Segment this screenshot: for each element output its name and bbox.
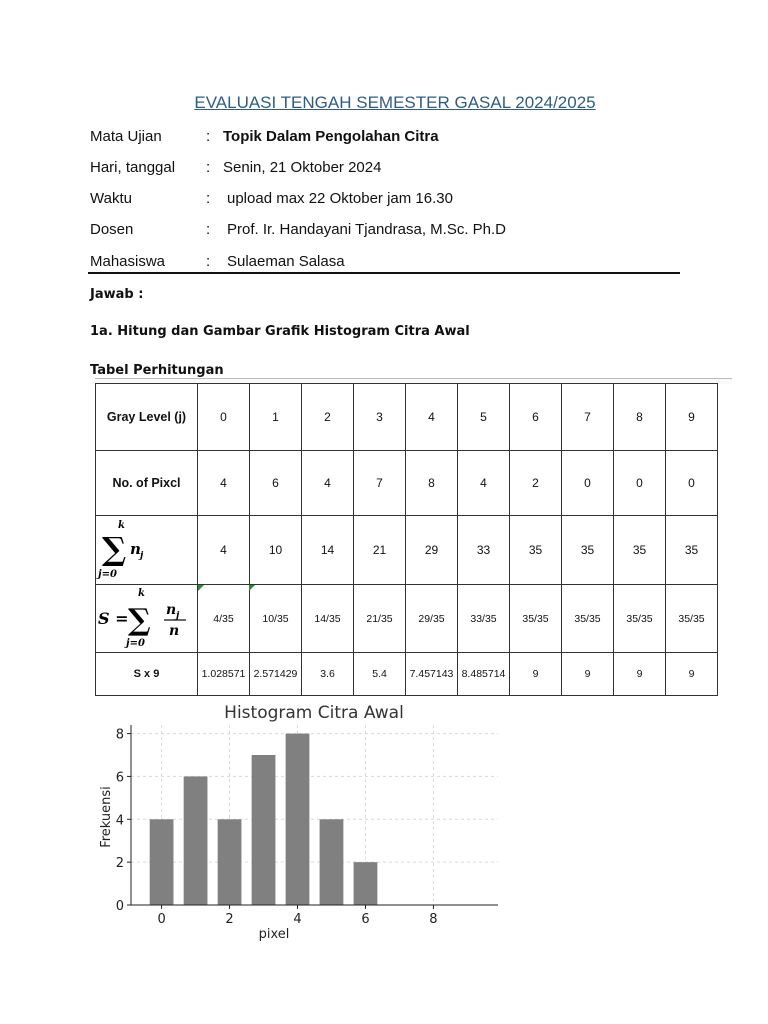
table-cell: 7.457143 xyxy=(406,653,458,696)
table-cell: 5.4 xyxy=(354,653,406,696)
table-cell: 14/35 xyxy=(302,585,354,653)
table-row-s-ratio xyxy=(96,585,718,653)
header-divider xyxy=(88,272,680,274)
formula-s-equals: S = xyxy=(98,609,129,628)
table-title: Tabel Perhitungan xyxy=(90,363,224,378)
table-cell: 5 xyxy=(458,384,510,451)
table-cell: 33/35 xyxy=(458,585,510,653)
formula-sigma: ∑ xyxy=(102,530,127,568)
histogram-bar xyxy=(218,819,242,905)
table-cell: 6 xyxy=(510,384,562,451)
table-cell: 2 xyxy=(510,451,562,516)
spreadsheet-comment-marker xyxy=(198,585,204,591)
table-cell: 3 xyxy=(354,384,406,451)
table-cell: 4 xyxy=(198,516,250,585)
table-cell: 10/35 xyxy=(250,585,302,653)
info-label: Hari, tanggal xyxy=(90,159,176,176)
info-separator: : xyxy=(206,128,211,145)
table-cell: 35/35 xyxy=(666,585,718,653)
table-cell: 8.485714 xyxy=(458,653,510,696)
table-row-pixel-count xyxy=(96,451,718,516)
formula-denominator: n xyxy=(169,623,180,639)
formula-sigma: ∑ xyxy=(128,603,151,638)
table-cell: 21/35 xyxy=(354,585,406,653)
table-cell: 4/35 xyxy=(198,585,250,653)
table-cell: 6 xyxy=(250,451,302,516)
histogram-bar xyxy=(184,776,208,905)
y-tick-label: 6 xyxy=(115,770,124,786)
info-label: Mahasiswa xyxy=(90,253,166,270)
chart-title: Histogram Citra Awal xyxy=(224,703,404,723)
table-cell: 35/35 xyxy=(562,585,614,653)
table-cell: 4 xyxy=(406,384,458,451)
info-value: Prof. Ir. Handayani Tjandrasa, M.Sc. Ph.D xyxy=(227,221,507,238)
table-cell: 2.571429 xyxy=(250,653,302,696)
table-cell: 8 xyxy=(614,384,666,451)
question-heading: 1a. Hitung dan Gambar Grafik Histogram Citra Awal xyxy=(90,324,470,339)
info-label: Waktu xyxy=(90,190,132,207)
info-label: Mata Ujian xyxy=(90,128,162,145)
table-cell: 29 xyxy=(406,516,458,585)
table-cell: 9 xyxy=(666,653,718,696)
table-cell: 1.028571 xyxy=(198,653,250,696)
table-cell: 8 xyxy=(406,451,458,516)
formula-n: n xyxy=(130,540,141,558)
formula-n-subscript: j xyxy=(140,551,144,561)
table-cell: 35/35 xyxy=(510,585,562,653)
x-tick-label: 0 xyxy=(157,912,166,927)
x-tick-label: 2 xyxy=(225,912,234,927)
table-cell: 35/35 xyxy=(614,585,666,653)
table-cell: 7 xyxy=(562,384,614,451)
histogram-bar xyxy=(320,819,344,905)
table-cell: 35 xyxy=(562,516,614,585)
table-cell: 3.6 xyxy=(302,653,354,696)
histogram-bar xyxy=(150,819,174,905)
y-tick-label: 2 xyxy=(115,856,124,872)
table-cell: 9 xyxy=(510,653,562,696)
info-value: Topik Dalam Pengolahan Citra xyxy=(223,128,439,145)
row-header-s-formula xyxy=(96,585,198,653)
histogram-bar xyxy=(354,862,378,905)
sum-formula xyxy=(96,516,197,581)
table-cell: 4 xyxy=(198,451,250,516)
histogram-bar xyxy=(252,755,276,905)
table-cell: 7 xyxy=(354,451,406,516)
histogram-bar xyxy=(286,734,310,905)
table-row-s-times-9 xyxy=(96,653,718,696)
table-cell: 0 xyxy=(666,451,718,516)
calculation-table xyxy=(95,383,718,696)
table-cell: 21 xyxy=(354,516,406,585)
info-value: Senin, 21 Oktober 2024 xyxy=(223,159,382,176)
table-row-cumulative-sum xyxy=(96,516,718,585)
y-axis-label: Frekuensi xyxy=(99,786,114,848)
table-cell: 35 xyxy=(510,516,562,585)
table-cell: 2 xyxy=(302,384,354,451)
formula-lower-limit: j=0 xyxy=(126,638,145,649)
table-cell: 35 xyxy=(666,516,718,585)
answer-heading: Jawab : xyxy=(90,287,144,302)
table-row-gray-level xyxy=(96,384,718,451)
x-axis-label: pixel xyxy=(258,927,290,942)
row-header: No. of Pixcl xyxy=(96,451,198,516)
info-separator: : xyxy=(206,159,211,176)
row-header: S x 9 xyxy=(96,653,198,696)
info-value: Sulaeman Salasa xyxy=(227,253,345,270)
table-cell: 0 xyxy=(198,384,250,451)
row-header: Gray Level (j) xyxy=(96,384,198,451)
table-cell: 35 xyxy=(614,516,666,585)
s-formula xyxy=(96,585,197,649)
info-separator: : xyxy=(206,253,211,270)
table-cell: 29/35 xyxy=(406,585,458,653)
table-cell: 9 xyxy=(562,653,614,696)
info-value: upload max 22 Oktober jam 16.30 xyxy=(227,190,453,207)
table-cell: 33 xyxy=(458,516,510,585)
formula-upper-limit: k xyxy=(118,520,125,531)
table-cell: 4 xyxy=(458,451,510,516)
info-label: Dosen xyxy=(90,221,134,238)
table-cell: 10 xyxy=(250,516,302,585)
formula-lower-limit: j=0 xyxy=(98,569,117,580)
formula-numerator-n: n xyxy=(166,602,177,618)
table-cell: 4 xyxy=(302,451,354,516)
table-cell: 14 xyxy=(302,516,354,585)
spreadsheet-comment-marker xyxy=(249,585,255,591)
page-title: EVALUASI TENGAH SEMESTER GASAL 2024/2025 xyxy=(194,93,596,112)
table-cell: 1 xyxy=(250,384,302,451)
table-cell: 9 xyxy=(614,653,666,696)
table-cell: 9 xyxy=(666,384,718,451)
x-tick-label: 4 xyxy=(293,912,302,927)
info-separator: : xyxy=(206,190,211,207)
y-tick-label: 4 xyxy=(115,813,124,829)
formula-numerator-subscript: j xyxy=(176,611,180,621)
row-header-sum-formula xyxy=(96,516,198,585)
x-tick-label: 8 xyxy=(429,912,438,927)
info-separator: : xyxy=(206,221,211,238)
table-cell: 0 xyxy=(562,451,614,516)
y-tick-label: 0 xyxy=(115,899,124,914)
histogram-chart xyxy=(90,695,510,945)
y-tick-label: 8 xyxy=(115,727,124,743)
formula-upper-limit: k xyxy=(138,588,145,599)
table-cell: 0 xyxy=(614,451,666,516)
x-tick-label: 6 xyxy=(361,912,370,927)
